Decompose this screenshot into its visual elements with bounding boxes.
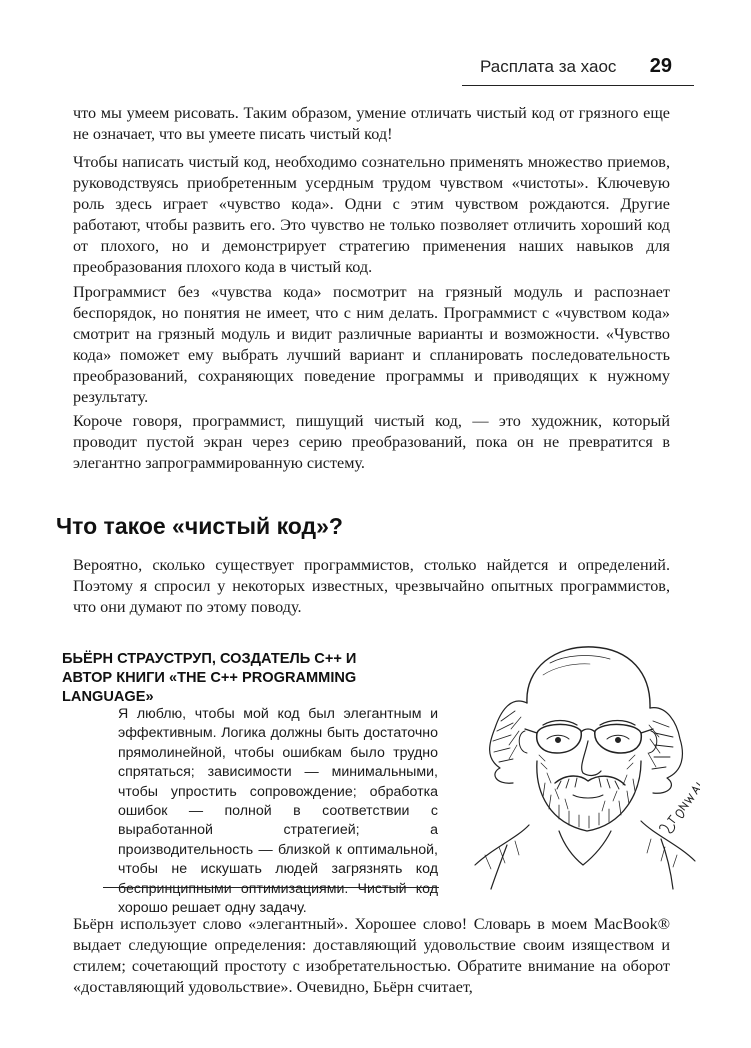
artist-signature xyxy=(659,773,700,837)
paragraph-text: Чтобы написать чистый код, необходимо сознательно применять множество приемов, руководствуясь приобретенным усердным трудом чувством «чистоты». Ключевую роль здесь играет «чувство кода». Одни с этим чувством рождаются. Другие работают, чтобы развить его. Это чувство не только позволяет отличить хороший код от плохого, но и демонстрирует стратегию применения наших навыков для преобразования плохого кода в чистый код. xyxy=(73,153,670,276)
paragraph-text: Программист без «чувства кода» посмотрит на грязный модуль и распознает беспорядок, но понятия не имеет, что с ним делать. Программист с «чувством кода» смотрит на грязный модуль и видит различные варианты и возможности. «Чувство кода» поможет ему выбрать лучший вариант и спланировать последовательность преобразований, сохраняющих поведение программы и приводящих к нужному результату. xyxy=(73,283,670,406)
paragraph-text: Вероятно, сколько существует программистов, столько найдется и определений. Поэтому я спросил у некоторых известных, чрезвычайно опытных программистов, что они думают по этому поводу. xyxy=(73,556,670,616)
paragraph-text: что мы умеем рисовать. Таким образом, умение отличать чистый код от грязного еще не означает, что вы умеете писать чистый код! xyxy=(73,104,670,143)
section-heading: Что такое «чистый код»? xyxy=(56,513,343,539)
closing-paragraph xyxy=(73,914,670,998)
paragraph xyxy=(73,103,670,145)
quote-author-heading: БЬЁРН СТРАУСТРУП, СОЗДАТЕЛЬ C++ И АВТОР КНИГИ «THE C++ PROGRAMMING LANGUAGE» xyxy=(62,651,357,705)
paragraph xyxy=(73,411,670,474)
paragraph xyxy=(73,282,670,408)
paragraph-text: Короче говоря, программист, пишущий чистый код, — это художник, который проводит пустой экран через серию преобразований, пока он не превратится в элегантно запрограммированную систему. xyxy=(73,412,670,472)
section-intro xyxy=(73,555,670,618)
quote-text: Я люблю, чтобы мой код был элегантным и эффективным. Логика должны быть достаточно прямолинейной, чтобы ошибкам было трудно спрятаться; зависимости — минимальными, чтобы упростить сопровождение; обработка ошибок — полной в соответствии с выработанной стратегией; а производительность — близкой к оптимальной, чтобы не искушать людей загрязнять код беспринципными оптимизациями. Чистый код хорошо решает одну задачу. xyxy=(118,706,438,917)
portrait-sketch xyxy=(455,633,700,891)
quote-divider xyxy=(103,887,439,888)
chapter-title: Расплата за хаос xyxy=(480,57,617,76)
page-number: 29 xyxy=(649,55,672,77)
paragraph xyxy=(73,152,670,278)
running-header xyxy=(462,55,694,86)
paragraph-text: Бьёрн использует слово «элегантный». Хорошее слово! Словарь в моем MacBook® выдает следующие определения: доставляющий удовольствие своим изяществом и стилем; сочетающий простоту с изобретательностью. Обратите внимание на оборот «доставляющий удовольствие». Очевидно, Бьёрн считает, xyxy=(73,915,670,996)
